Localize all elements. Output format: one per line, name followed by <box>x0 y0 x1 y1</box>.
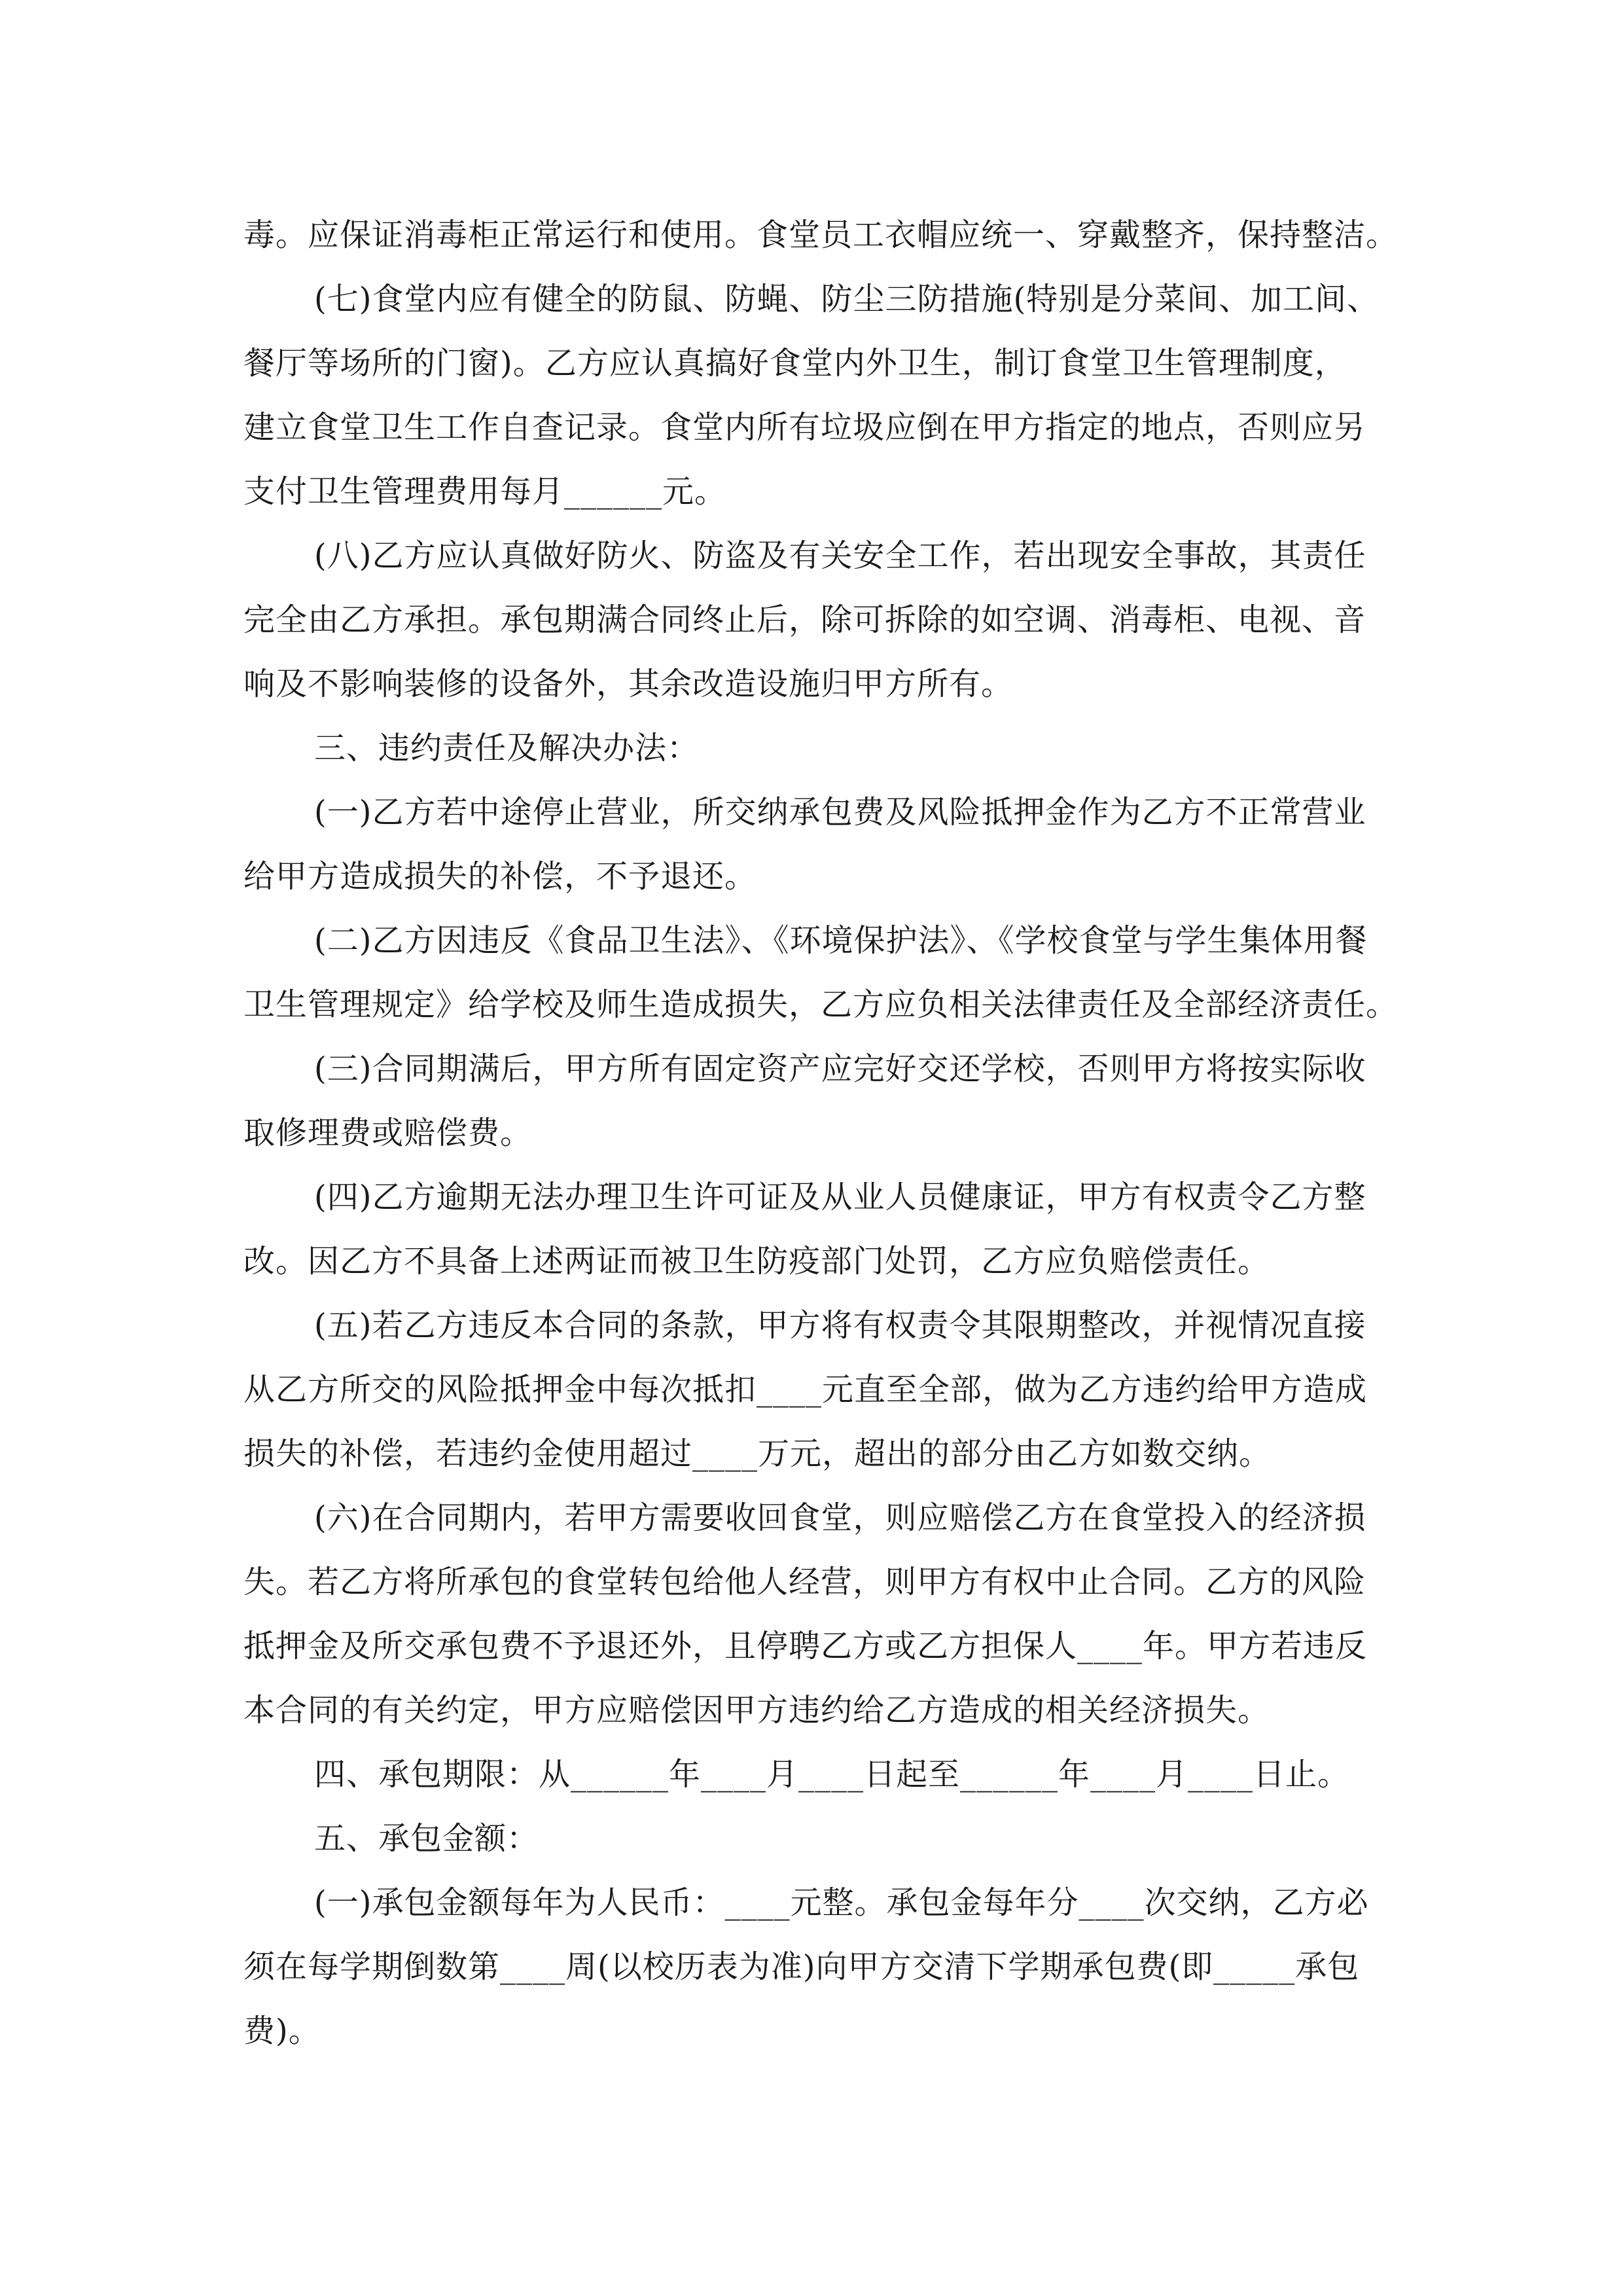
text-line: 抵押金及所交承包费不予退还外，且停聘乙方或乙方担保人____年。甲方若违反 <box>243 1628 1368 1664</box>
paragraph-eight-start: (八)乙方应认真做好防火、防盗及有关安全工作，若出现安全事故，其责任 <box>314 537 1366 574</box>
text-line: 从乙方所交的风险抵押金中每次抵扣____元直至全部，做为乙方违约给甲方造成 <box>243 1371 1368 1408</box>
paragraph-two-start: (二)乙方因违反《食品卫生法》、《环境保护法》、《学校食堂与学生集体用餐 <box>314 922 1368 959</box>
text-line: 费)。 <box>243 2013 321 2049</box>
section-heading-three: 三、违约责任及解决办法： <box>314 730 700 766</box>
text-line: 毒。应保证消毒柜正常运行和使用。食堂员工衣帽应统一、穿戴整齐，保持整洁。 <box>243 217 1399 253</box>
section-heading-five: 五、承包金额： <box>314 1820 539 1857</box>
text-line: 建立食堂卫生工作自查记录。食堂内所有垃圾应倒在甲方指定的地点，否则应另 <box>243 409 1366 446</box>
text-line: 本合同的有关约定，甲方应赔偿因甲方违约给乙方造成的相关经济损失。 <box>243 1692 1270 1729</box>
paragraph-one-start: (一)乙方若中途停止营业，所交纳承包费及风险抵押金作为乙方不正常营业 <box>314 794 1366 831</box>
paragraph-seven-start: (七)食堂内应有健全的防鼠、防蝇、防尘三防措施(特别是分菜间、加工间、 <box>314 281 1380 317</box>
paragraph-five-start: (五)若乙方违反本合同的条款，甲方将有权责令其限期整改，并视情况直接 <box>314 1307 1366 1344</box>
paragraph-six-start: (六)在合同期内，若甲方需要收回食堂，则应赔偿乙方在食堂投入的经济损 <box>314 1499 1366 1536</box>
text-line: 响及不影响装修的设备外，其余改造设施归甲方所有。 <box>243 666 1014 702</box>
text-line: 完全由乙方承担。承包期满合同终止后，除可拆除的如空调、消毒柜、电视、音 <box>243 601 1366 638</box>
text-line: 改。因乙方不具备上述两证而被卫生防疫部门处罚，乙方应负赔偿责任。 <box>243 1243 1270 1280</box>
section-heading-four: 四、承包期限：从______年____月____日起至______年____月____日止。 <box>314 1756 1350 1793</box>
text-line: 给甲方造成损失的补偿，不予退还。 <box>243 858 757 895</box>
text-line: 卫生管理规定》给学校及师生造成损失，乙方应负相关法律责任及全部经济责任。 <box>243 986 1399 1023</box>
text-line: 须在每学期倒数第____周(以校历表为准)向甲方交清下学期承包费(即_____承包 <box>243 1948 1360 1985</box>
text-line: 支付卫生管理费用每月______元。 <box>243 473 727 510</box>
document-page <box>243 203 1399 2063</box>
paragraph-four-start: (四)乙方逾期无法办理卫生许可证及从业人员健康证，甲方有权责令乙方整 <box>314 1179 1366 1215</box>
text-line: 餐厅等场所的门窗)。乙方应认真搞好食堂内外卫生，制订食堂卫生管理制度， <box>243 345 1347 382</box>
text-line: 失。若乙方将所承包的食堂转包给他人经营，则甲方有权中止合同。乙方的风险 <box>243 1564 1366 1600</box>
paragraph-amount-start: (一)承包金额每年为人民币：____元整。承包金每年分____次交纳，乙方必 <box>314 1884 1369 1921</box>
text-line: 取修理费或赔偿费。 <box>243 1115 533 1151</box>
paragraph-three-start: (三)合同期满后，甲方所有固定资产应完好交还学校，否则甲方将按实际收 <box>314 1050 1366 1087</box>
text-line: 损失的补偿，若违约金使用超过____万元，超出的部分由乙方如数交纳。 <box>243 1435 1272 1472</box>
